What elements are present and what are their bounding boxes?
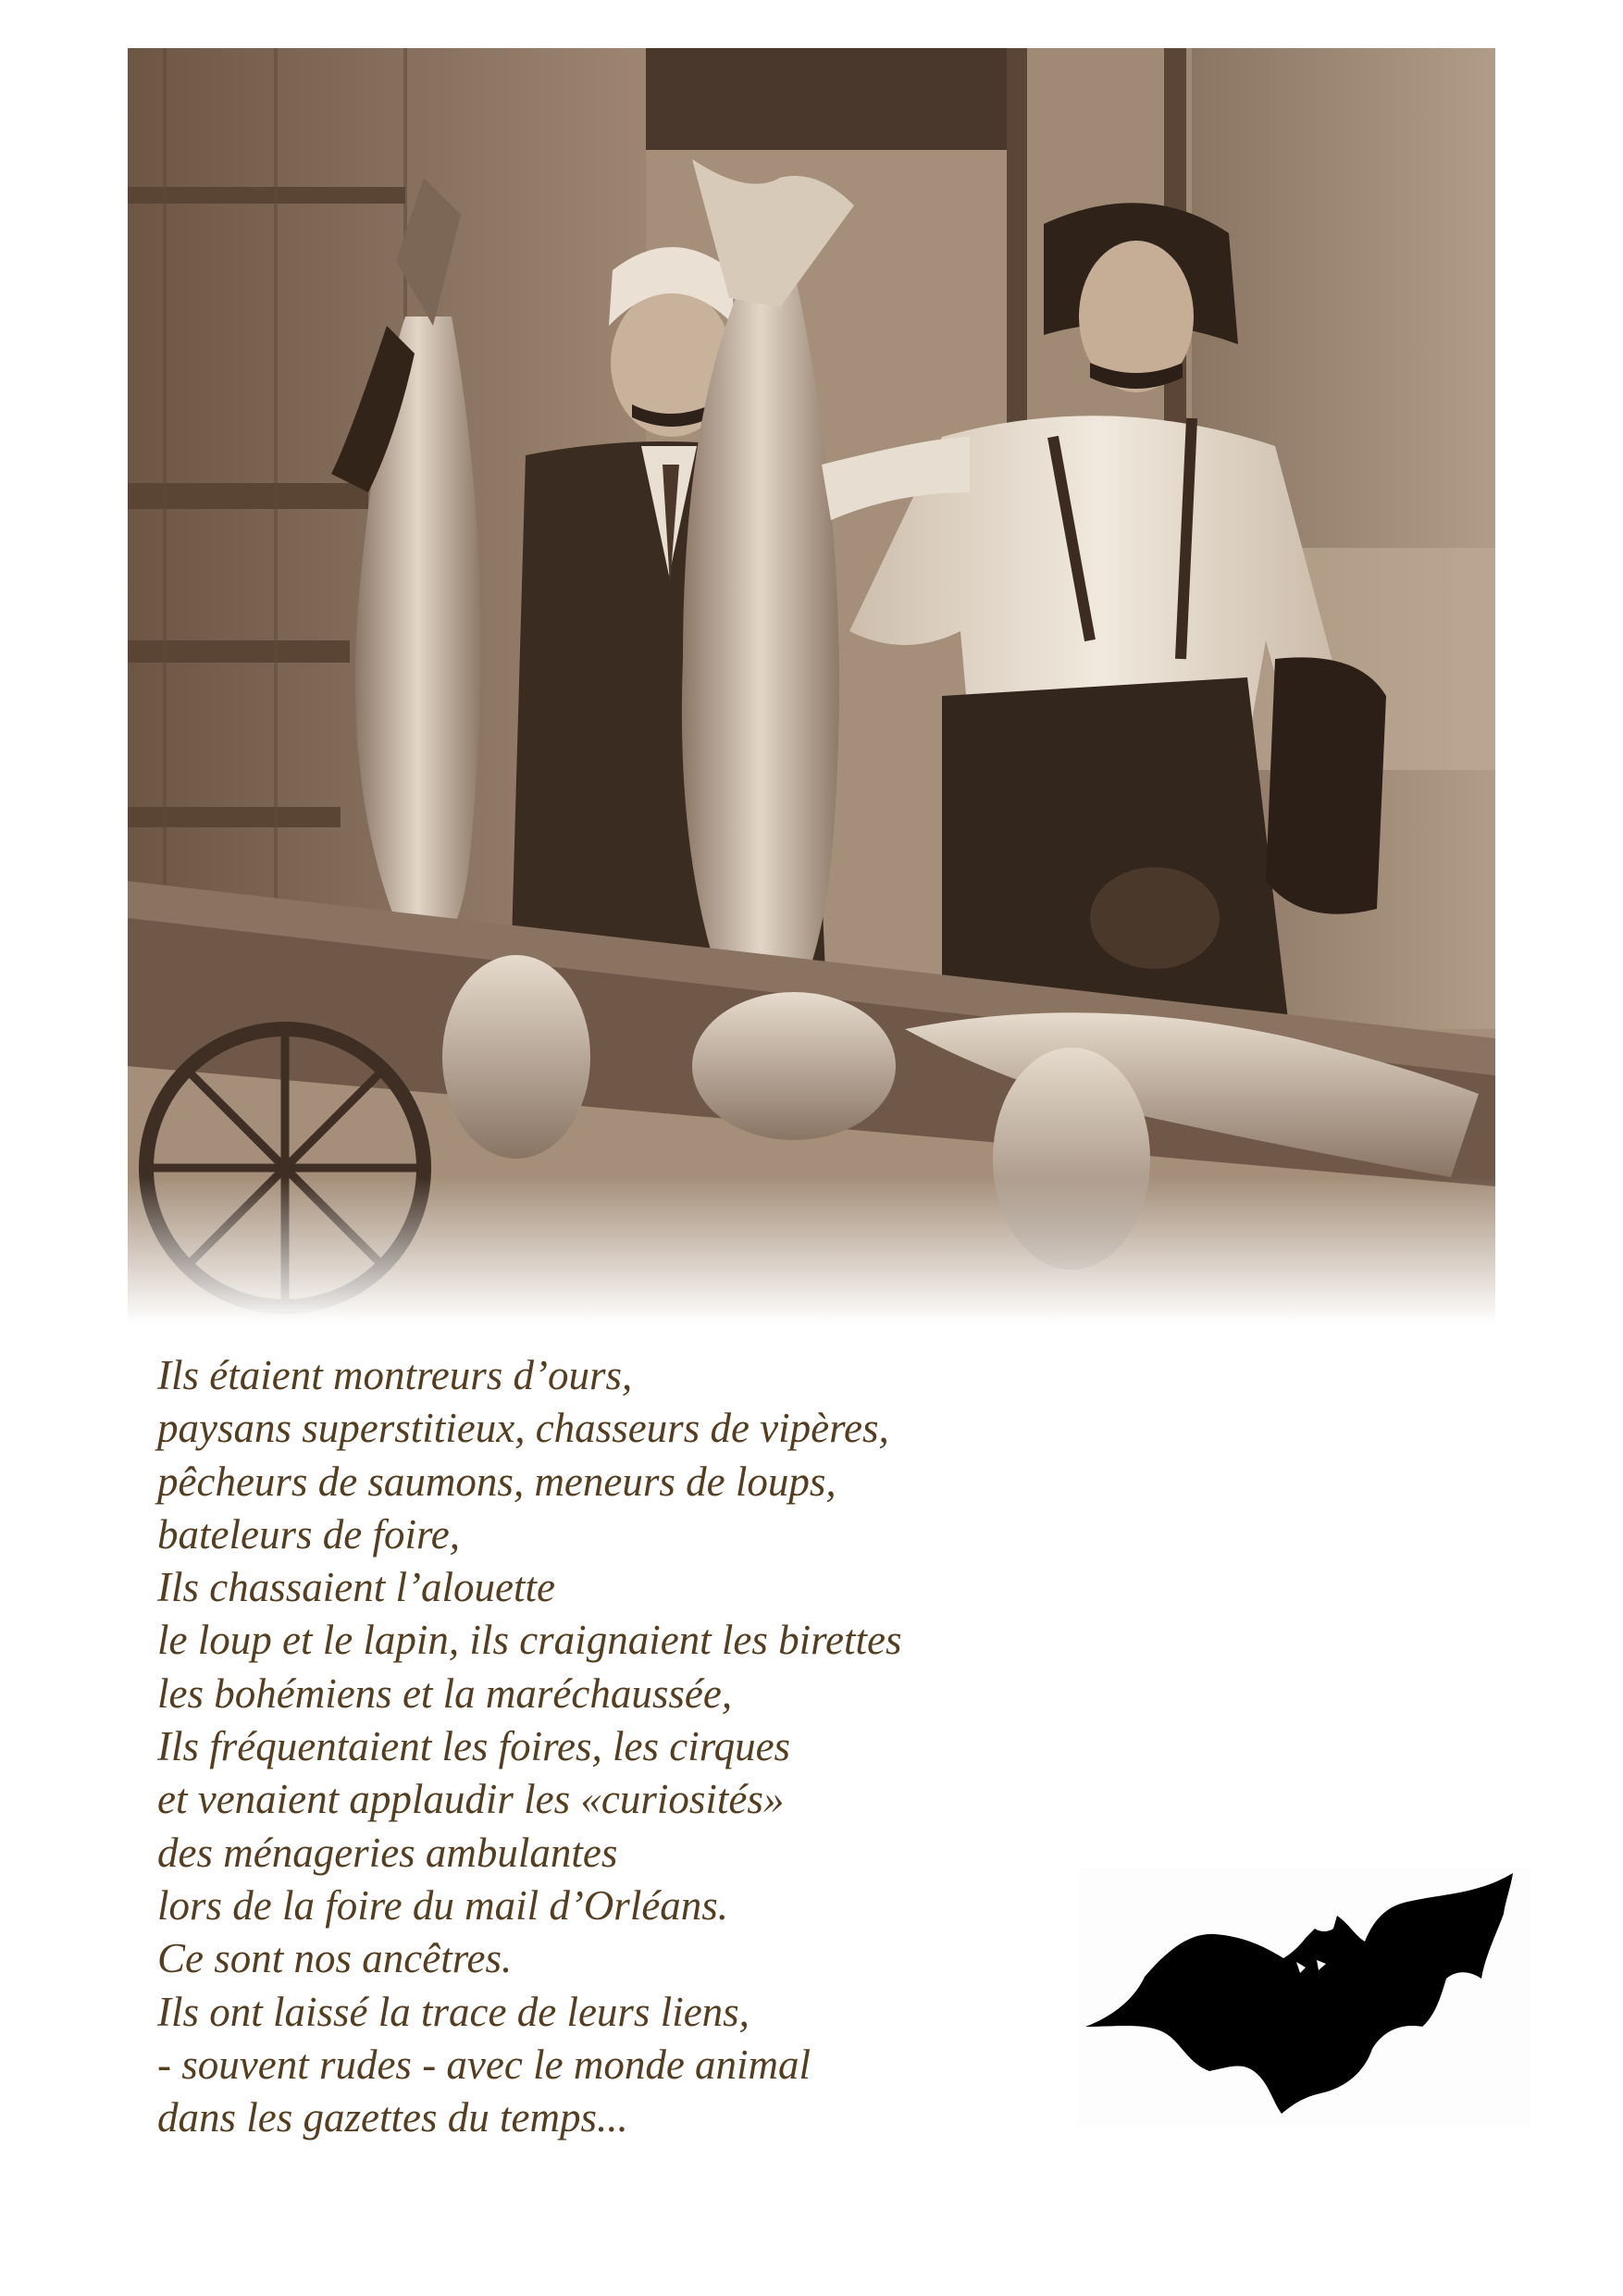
poem-line: le loup et le lapin, ils craignaient les birettes bbox=[157, 1617, 902, 1664]
poem-line: dans les gazettes du temps... bbox=[157, 2094, 628, 2141]
poem-line: Ils fréquentaient les foires, les cirques bbox=[157, 1723, 791, 1770]
poem-line: Ils étaient montreurs d’ours, bbox=[157, 1352, 633, 1398]
poem-line: et venaient applaudir les «curiosités» bbox=[157, 1776, 785, 1823]
bat-silhouette bbox=[1078, 1868, 1531, 2128]
photograph-illustration bbox=[128, 48, 1495, 1323]
poem-line: Ils chassaient l’alouette bbox=[157, 1564, 555, 1611]
poem-line: les bohémiens et la maréchaussée, bbox=[157, 1669, 733, 1717]
poem-line: - souvent rudes - avec le monde animal bbox=[157, 2041, 812, 2088]
bat-icon bbox=[1078, 1868, 1531, 2128]
poem bbox=[157, 1349, 1083, 2144]
poem-line: bateleurs de foire, bbox=[157, 1510, 461, 1558]
poem-line: lors de la foire du mail d’Orléans. bbox=[157, 1881, 729, 1929]
poem-line: paysans superstitieux, chasseurs de vipères, bbox=[157, 1405, 889, 1452]
poem-line: des ménageries ambulantes bbox=[157, 1829, 618, 1876]
poem-line: Ce sont nos ancêtres. bbox=[157, 1935, 513, 1982]
poem-line: Ils ont laissé la trace de leurs liens, bbox=[157, 1988, 750, 2035]
poem-line: pêcheurs de saumons, meneurs de loups, bbox=[157, 1458, 836, 1505]
sepia-photograph bbox=[128, 48, 1495, 1323]
